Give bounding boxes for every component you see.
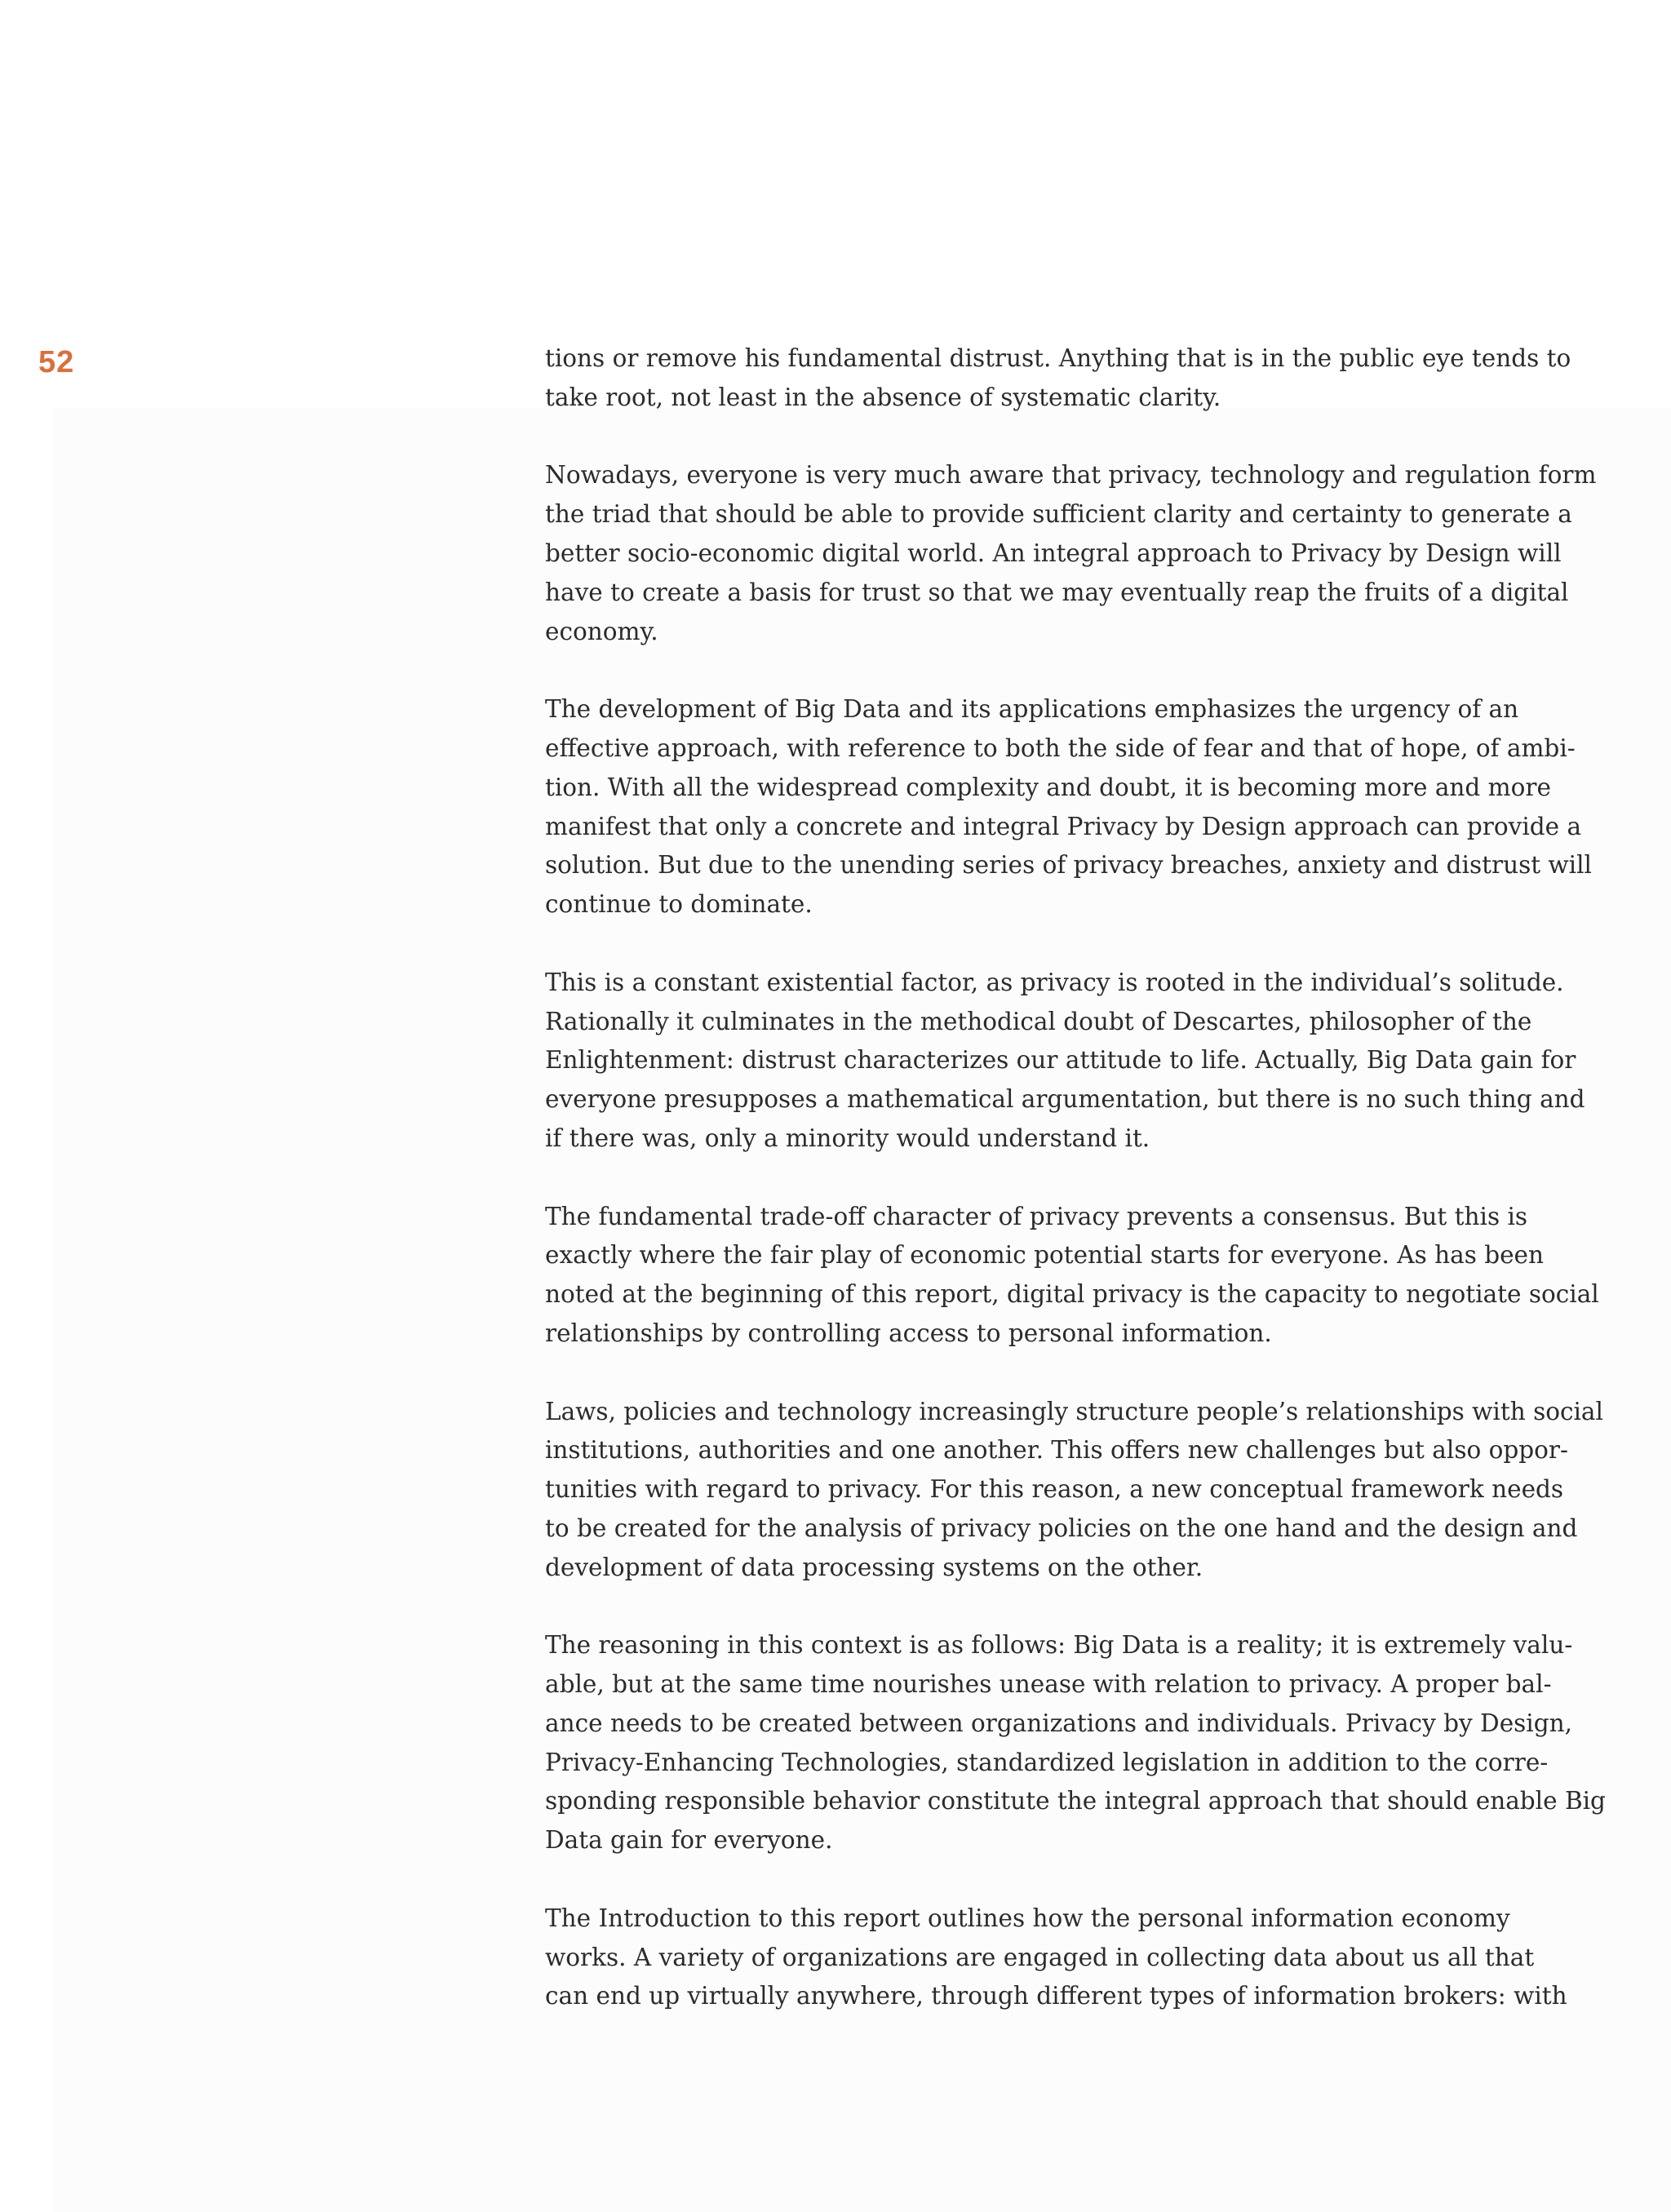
- text-line: everyone presupposes a mathematical argumentation, but there is no such thing and: [545, 1085, 1585, 1114]
- text-line: Rationally it culminates in the methodical doubt of Descartes, philosopher of the: [545, 1007, 1532, 1035]
- text-line: ance needs to be created between organizations and individuals. Privacy by Design,: [545, 1709, 1572, 1737]
- text-line: manifest that only a concrete and integral Privacy by Design approach can provide a: [545, 812, 1582, 840]
- text-line: tion. With all the widespread complexity and doubt, it is becoming more and more: [545, 773, 1551, 801]
- text-line: noted at the beginning of this report, digital privacy is the capacity to negotiate social: [545, 1280, 1599, 1309]
- text-line: to be created for the analysis of privacy policies on the one hand and the design and: [545, 1514, 1578, 1542]
- paragraph: [545, 1393, 1603, 1588]
- text-line: take root, not least in the absence of systematic clarity.: [545, 383, 1221, 411]
- text-line: The fundamental trade-off character of privacy prevents a consensus. But this is: [545, 1202, 1528, 1230]
- text-line: if there was, only a minority would understand it.: [545, 1124, 1150, 1152]
- paragraph: [545, 1198, 1599, 1354]
- text-line: can end up virtually anywhere, through different types of information brokers: with: [545, 1982, 1567, 2010]
- text-line: The reasoning in this context is as follows: Big Data is a reality; it is extremely valu-: [545, 1631, 1573, 1660]
- text-line: the triad that should be able to provide sufficient clarity and certainty to generate a: [545, 500, 1572, 529]
- text-line: able, but at the same time nourishes unease with relation to privacy. A proper bal-: [545, 1670, 1552, 1699]
- text-line: Laws, policies and technology increasingly structure people’s relationships with social: [545, 1397, 1603, 1425]
- text-line: Nowadays, everyone is very much aware that privacy, technology and regulation form: [545, 461, 1597, 490]
- paragraph: [545, 339, 1571, 418]
- text-line: effective approach, with reference to both the side of fear and that of hope, of ambi-: [545, 734, 1576, 762]
- text-line: tions or remove his fundamental distrust. Anything that is in the public eye tends to: [545, 344, 1571, 372]
- text-line: Enlightenment: distrust characterizes our attitude to life. Actually, Big Data gain for: [545, 1046, 1576, 1075]
- text-line: sponding responsible behavior constitute the integral approach that should enable Big: [545, 1787, 1606, 1815]
- text-line: exactly where the fair play of economic potential starts for everyone. As has been: [545, 1241, 1545, 1270]
- text-line: solution. But due to the unending series of privacy breaches, anxiety and distrust will: [545, 851, 1592, 880]
- body-text: [545, 339, 1606, 2055]
- text-line: The Introduction to this report outlines how the personal information economy: [545, 1904, 1510, 1932]
- text-line: works. A variety of organizations are engaged in collecting data about us all that: [545, 1943, 1535, 1971]
- text-line: development of data processing systems on the other.: [545, 1553, 1203, 1581]
- paragraph: [545, 456, 1597, 651]
- paragraph: [545, 1626, 1606, 1860]
- text-line: economy.: [545, 617, 658, 645]
- text-line: have to create a basis for trust so that we may eventually reap the fruits of a digital: [545, 578, 1569, 606]
- paragraph: [545, 690, 1592, 924]
- text-line: This is a constant existential factor, as privacy is rooted in the individual’s solitude.: [545, 968, 1564, 996]
- text-line: Privacy-Enhancing Technologies, standardized legislation in addition to the corre-: [545, 1748, 1549, 1776]
- text-line: continue to dominate.: [545, 890, 813, 919]
- text-line: institutions, authorities and one another. This offers new challenges but also oppor-: [545, 1436, 1568, 1465]
- text-line: Data gain for everyone.: [545, 1826, 833, 1855]
- paragraph: [545, 964, 1585, 1159]
- text-line: tunities with regard to privacy. For this reason, a new conceptual framework needs: [545, 1475, 1564, 1504]
- page-number: 52: [38, 345, 75, 379]
- text-line: relationships by controlling access to personal information.: [545, 1319, 1272, 1347]
- paragraph: [545, 1899, 1567, 2016]
- text-line: The development of Big Data and its applications emphasizes the urgency of an: [545, 695, 1519, 724]
- text-line: better socio-economic digital world. An integral approach to Privacy by Design will: [545, 539, 1562, 567]
